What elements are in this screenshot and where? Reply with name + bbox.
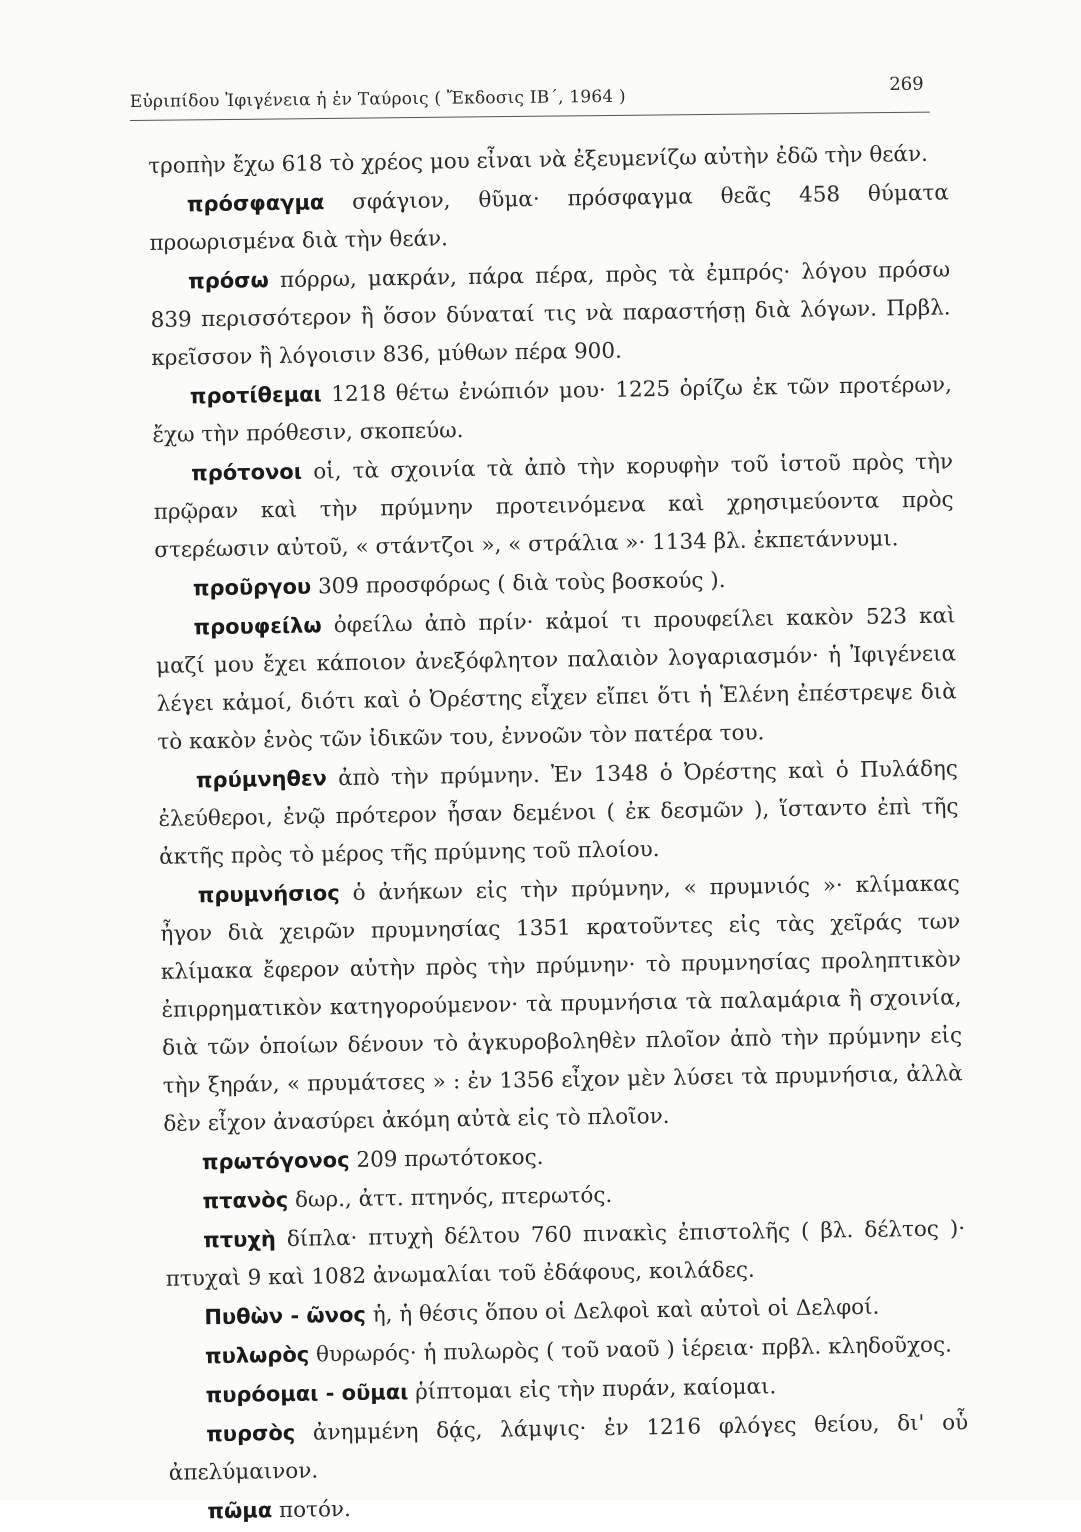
entry-definition: οἱ, τὰ σχοινία τὰ ἀπὸ τὴν κορυφὴν τοῦ ἱστοῦ πρὸς τὴν πρῷραν καὶ τὴν πρύμνην προτεινόμενα καὶ χρησιμεύοντα πρὸς στερέωσιν αὐτοῦ, « στάντζοι », « στράλια »· 1134 βλ. ἐκπετάννυμι.: [153, 449, 954, 563]
entry-definition: ἡ, ἡ θέσις ὅπου οἱ Δελφοὶ καὶ αὐτοὶ οἱ Δελφοί.: [372, 1294, 880, 1328]
entry-lemma: πρότονοι: [190, 459, 303, 486]
entry-lemma: πυρόομαι - οῦμαι: [205, 1380, 409, 1408]
entry-lemma: προτίθεμαι: [189, 382, 322, 409]
entry-definition: σφάγιον, θῦμα· πρόσφαγμα θεᾶς 458 θύματα προωρισμένα διὰ τὴν θεάν.: [149, 180, 950, 256]
glossary-entry: [168, 1403, 969, 1493]
entry-lemma: Πυθὼν - ῶνος: [204, 1302, 367, 1330]
glossary-entry: [165, 1209, 966, 1299]
entry-lemma: προυφείλω: [193, 613, 322, 640]
entry-definition: ὁ ἀνήκων εἰς τὴν πρύμνην, « πρυμνιός »· κλίμακας ἦγον διὰ χειρῶν πρυμνησίας 1351 κρατοῦντες εἰς τὰς χεῖράς των κλίμακα ἔφερον αὐτὴν πρὸς τὴν πρύμνην· τὸ πρυμνησίας προληπτικὸν ἐπιρρηματικὸν κατηγορούμενον· τὰ πρυμνήσια τὰ παλαμάρια ἢ σχοινία, διὰ τῶν ὁποίων δένουν τὸ ἀγκυροβοληθὲν πλοῖον ἀπὸ τὴν πρύμνην εἰς τὴν ξηράν, « πρυμάτσες » : ἐν 1356 εἶχον μὲν λύσει τὰ πρυμνήσια, ἀλλὰ δὲν εἶχον ἀνασύρει ἀκόμη αὐτὰ εἰς τὸ πλοῖον.: [160, 871, 963, 1137]
entry-lemma: πυρσὸς: [206, 1420, 296, 1447]
entry-definition: δίπλα· πτυχὴ δέλτου 760 πινακὶς ἐπιστολῆς ( βλ. δέλτος )· πτυχαὶ 9 καὶ 1082 ἀνωμαλίαι τοῦ ἐδάφους, κοιλάδες.: [165, 1216, 966, 1292]
entry-definition: ἀπὸ τὴν πρύμνην. Ἐν 1348 ὁ Ὀρέστης καὶ ὁ Πυλάδης ἐλεύθεροι, ἐνῷ πρότερον ἦσαν δεμένοι ( ἐκ δεσμῶν ), ἵσταντο ἐπὶ τῆς ἀκτῆς πρὸς τὸ μέρος τῆς πρύμνης τοῦ πλοίου.: [158, 756, 959, 870]
header-title: Εὐριπίδου Ἰφιγένεια ἡ ἐν Ταύροις ( Ἔκδοσις ΙΒ΄, 1964 ): [129, 86, 626, 113]
entry-definition: ῥίπτομαι εἰς τὴν πυράν, καίομαι.: [414, 1374, 777, 1405]
glossary-entry: [153, 442, 955, 570]
entry-lemma: πῶμα: [207, 1498, 273, 1524]
entry-lemma: προῦργου: [192, 574, 312, 601]
entry-definition: ἀνημμένη δᾴς, λάμψις· ἐν 1216 φλόγες θείου, δι' οὗ ἀπελύμαινον.: [168, 1410, 969, 1486]
entry-definition: τροπὴν ἔχω 618 τὸ χρέος μου εἶναι νὰ ἐξευμενίζω αὐτὴν ἐδῶ τὴν θεάν.: [148, 141, 929, 179]
entry-definition: ὀφείλω ἀπὸ πρίν· κἀμοί τι προυφείλει κακὸν 523 καὶ μαζί μου ἔχει κάποιον ἀνεξόφλητον παλαιὸν λογαριασμόν· ἡ Ἰφιγένεια λέγει κἀμοί, διότι καὶ ὁ Ὀρέστης εἶχεν εἴπει ὅτι ἡ Ἑλένη ἐπέστρεψε διὰ τὸ κακὸν ἑνὸς τῶν ἰδικῶν του, ἐννοῶν τὸν πατέρα του.: [155, 603, 957, 755]
entry-lemma: πρόσω: [187, 268, 269, 294]
entry-lemma: πρύμνηθεν: [195, 766, 328, 793]
running-header: [130, 70, 930, 121]
entry-definition: 309 προσφόρως ( διὰ τοὺς βοσκούς ).: [317, 567, 726, 600]
glossary-entry: [152, 365, 953, 455]
page-number: 269: [889, 73, 924, 96]
entry-definition: 209 πρωτότοκος.: [356, 1144, 544, 1173]
glossary-entry: [158, 749, 960, 877]
entry-definition: πόρρω, μακράν, πάρα πέρα, πρὸς τὰ ἐμπρός· λόγου πρόσω 839 περισσότερον ἢ ὅσον δύναταί τις νὰ παραστήσῃ διὰ λόγων. Πρβλ. κρεῖσσον ἢ λόγοισιν 836, μύθων πέρα 900.: [150, 257, 951, 371]
entry-definition: 1218 θέτω ἐνώπιόν μου· 1225 ὁρίζω ἐκ τῶν προτέρων, ἔχω τὴν πρόθεσιν, σκοπεύω.: [152, 372, 953, 448]
entry-lemma: πτανὸς: [202, 1187, 289, 1214]
glossary-entry: [150, 250, 952, 378]
glossary-entries: [148, 135, 970, 1531]
glossary-entry: [155, 596, 957, 762]
entry-definition: θυρωρός· ἡ πυλωρὸς ( τοῦ ναοῦ ) ἱέρεια· πρβλ. κληδοῦχος.: [315, 1332, 953, 1368]
entry-definition: δωρ., ἀττ. πτηνός, πτερωτός.: [294, 1182, 613, 1213]
glossary-entry: [159, 864, 963, 1144]
entry-lemma: πρόσφαγμα: [186, 190, 325, 217]
entry-lemma: πτυχὴ: [202, 1227, 277, 1253]
entry-lemma: πρυμνήσιος: [197, 881, 340, 908]
entry-lemma: πυλωρὸς: [204, 1342, 310, 1369]
entry-definition: ποτόν.: [278, 1496, 352, 1524]
entry-lemma: πρωτόγονος: [201, 1147, 350, 1175]
glossary-entry: [149, 173, 950, 263]
